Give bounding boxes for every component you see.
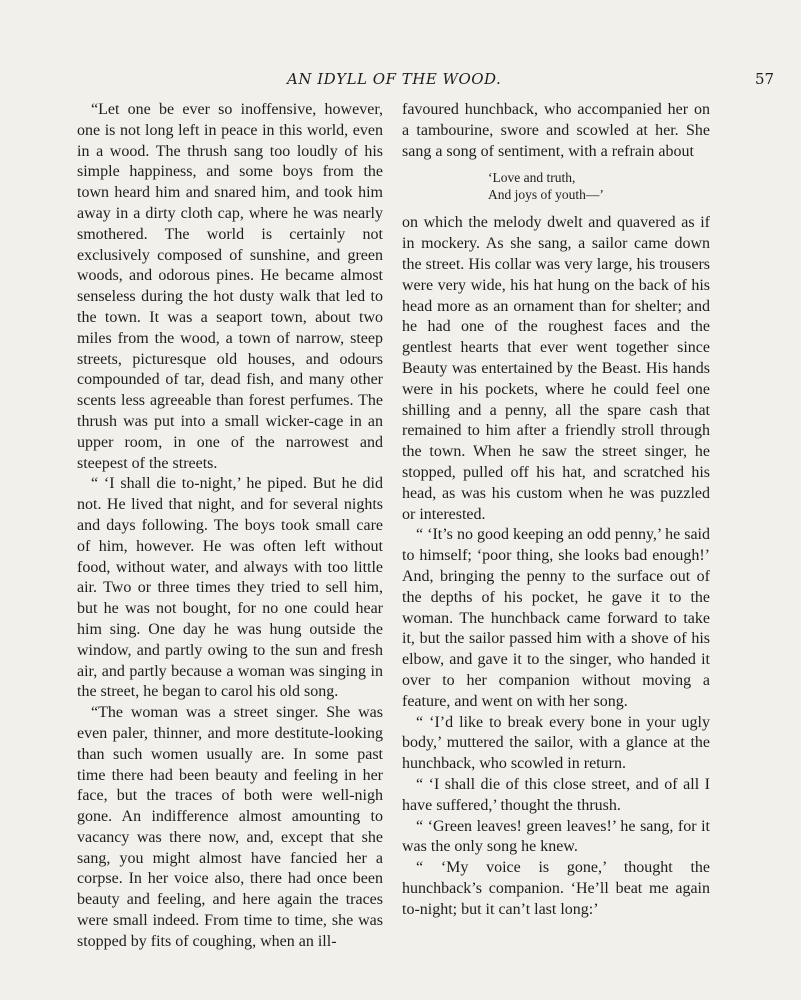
paragraph: “ ‘Green leaves! green leaves!’ he sang, for it was the only song he knew.	[402, 817, 710, 856]
paragraph: on which the melody dwelt and quavered as if in mockery. As she sang, a sailor came down the street. His collar was very large, his trousers were very wide, his hat hung on the back of his head more as an ornament than for shelter; and he had one of the roughest faces and the gentlest hearts that ever went together since Beauty was entertained by the Beast. His hands were in his pockets, where he could feel one shilling and a penny, all the spare cash that remained to him after a friendly stroll through the town. When he saw the street singer, he stopped, pulled off his hat, and scratched his head, as was his custom when he was puzzled or interested.	[402, 214, 710, 523]
verse-line: ‘Love and truth,	[488, 170, 576, 186]
verse-quote	[488, 169, 710, 203]
paragraph: “Let one be ever so inoffensive, however, one is not long left in peace in this world, even in a wood. The thrush sang too loudly of his simple happiness, and some boys from the town heard him and snared him, and took him away in a dirty cloth cap, where he was nearly smothered. The world is certainly not exclusively composed of sunshine, and green woods, and odorous pines. He became almost senseless during the hot dusty walk that led to the town. It was a seaport town, about two miles from the wood, a town of narrow, steep streets, picturesque old houses, and odours compounded of tar, dead fish, and many other scents less agreeable than forest perfumes. The thrush was put into a small wicker-cage in an upper room, in one of the narrowest and steepest of the streets.	[77, 101, 383, 472]
paragraph: “The woman was a street singer. She was even paler, thinner, and more destitute-looking than such women usually are. In some past time there had been beauty and feeling in her face, but the traces of both were well-nigh gone. An indifference almost amounting to vacancy was there now, and, except that she sang, you might almost have fancied her a corpse. In her voice also, there had once been beauty and feeling, and here again the traces were small indeed. From time to time, she was stopped by fits of coughing, when an ill-	[77, 704, 383, 950]
page-header	[0, 70, 801, 94]
page-number: 57	[755, 70, 775, 88]
right-column	[402, 100, 710, 920]
running-title: AN IDYLL OF THE WOOD.	[287, 70, 502, 88]
paragraph: “ ‘I’d like to break every bone in your ugly body,’ muttered the sailor, with a glance at the hunchback, who scowled in return.	[402, 713, 710, 773]
paragraph: favoured hunchback, who accompanied her on a tambourine, swore and scowled at her. She sang a song of sentiment, with a refrain about	[402, 101, 710, 160]
paragraph: “ ‘I shall die to-night,’ he piped. But he did not. He lived that night, and for several nights and days following. The boys took small care of him, however. He was often left without food, without water, and always with too little air. Two or three times they tried to sell him, but he was not bought, for no one could hear him sing. One day he was hung outside the window, and partly owing to the sun and fresh air, and partly because a woman was singing in the street, he began to carol his old song.	[77, 475, 383, 701]
paragraph: “ ‘My voice is gone,’ thought the hunchback’s companion. ‘He’ll beat me again to-night; but it can’t last long:’	[402, 859, 710, 918]
left-column	[77, 100, 383, 953]
verse-line: And joys of youth—’	[488, 187, 604, 203]
paragraph: “ ‘I shall die of this close street, and of all I have suffered,’ thought the thrush.	[402, 775, 710, 814]
paragraph: “ ‘It’s no good keeping an odd penny,’ he said to himself; ‘poor thing, she looks bad enough!’ And, bringing the penny to the surface out of the depths of his pocket, he gave it to the woman. The hunchback came forward to take it, but the sailor passed him with a shove of his elbow, and gave it to the singer, who handed it over to her companion without moving a feature, and went on with her song.	[402, 526, 710, 710]
